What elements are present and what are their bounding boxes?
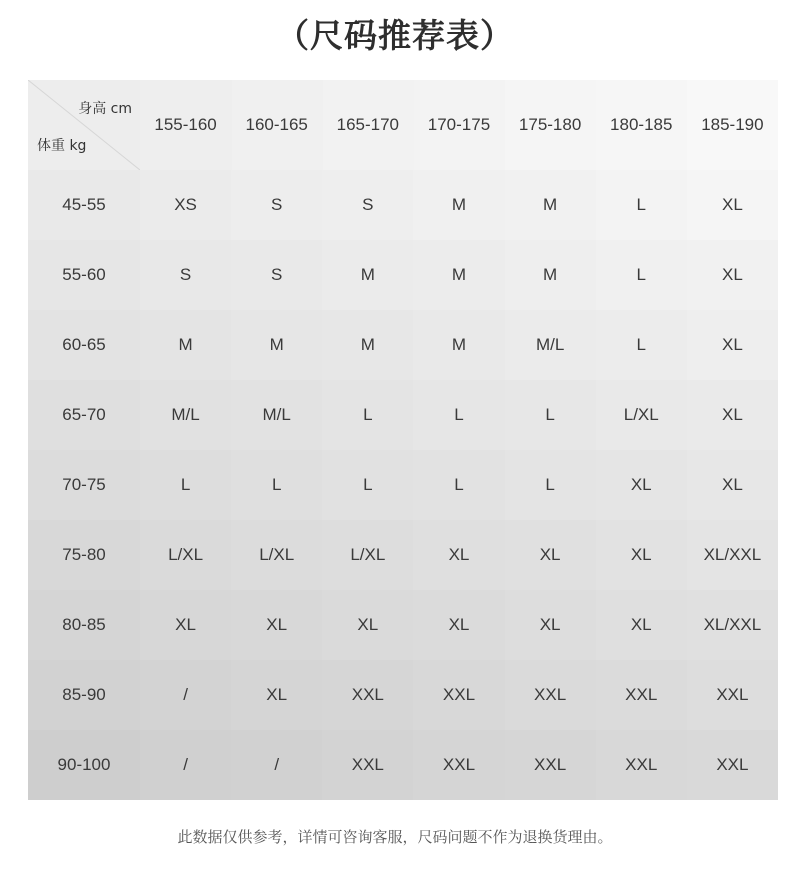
size-cell: L/XL [259, 545, 295, 564]
weight-range-label: 45-55 [62, 195, 106, 214]
height-range-header: 185-190 [701, 115, 764, 134]
size-cell: XL [539, 615, 561, 634]
size-cell: XXL [534, 755, 567, 774]
table-row [28, 730, 768, 800]
size-cell: M/L [171, 405, 200, 424]
height-range-header: 175-180 [518, 115, 582, 134]
size-cell: XS [174, 195, 197, 214]
disclaimer-note: 此数据仅供参考，详情可咨询客服，尺码问题不作为退换货理由。 [177, 828, 613, 846]
size-cell: M [543, 195, 558, 214]
size-cell: M/L [262, 405, 291, 424]
size-cell: L [545, 475, 555, 494]
size-cell: L [636, 265, 646, 284]
weight-range-label: 75-80 [62, 545, 106, 564]
size-cell: XL [630, 475, 652, 494]
table-row [28, 170, 768, 240]
size-cell: XL [357, 615, 379, 634]
size-cell: L [545, 405, 555, 424]
height-range-header: 170-175 [427, 115, 491, 134]
size-cell: S [271, 265, 283, 284]
height-range-header: 155-160 [154, 115, 217, 134]
size-cell: XL [448, 545, 470, 564]
size-cell: S [179, 265, 192, 284]
weight-range-label: 55-60 [62, 265, 106, 284]
size-cell: XXL [351, 685, 384, 704]
size-cell: XL [266, 615, 288, 634]
corner-cell [28, 80, 140, 170]
size-cell: M [360, 265, 375, 284]
table-row [28, 380, 768, 450]
weight-range-label: 65-70 [62, 405, 106, 424]
size-cell: XXL [442, 685, 476, 704]
size-cell: L [271, 475, 282, 494]
table-header-row [28, 80, 768, 170]
size-cell: M [178, 335, 193, 354]
size-cell: XL [266, 685, 288, 704]
size-cell: L/XL [623, 405, 659, 424]
size-cell: / [274, 755, 280, 774]
height-range-header: 165-170 [336, 115, 400, 134]
size-cell: XL [539, 545, 561, 564]
weight-axis-label: 体重 kg [37, 138, 87, 154]
height-range-header: 160-165 [245, 115, 308, 134]
size-cell: XXL [625, 755, 658, 774]
size-cell: XL [721, 335, 743, 354]
size-cell: XXL [351, 755, 384, 774]
size-cell: M/L [535, 335, 565, 354]
size-cell: M [543, 265, 558, 284]
table-row [28, 310, 768, 380]
weight-range-label: 70-75 [62, 475, 106, 494]
size-cell: L [636, 195, 646, 214]
size-cell: M [451, 265, 467, 284]
height-range-header: 180-185 [610, 115, 673, 134]
size-cell: XXL [625, 685, 658, 704]
size-cell: XL [630, 545, 652, 564]
size-cell: XL [721, 405, 743, 424]
size-cell: XL [721, 265, 743, 284]
size-cell: M [269, 335, 284, 354]
size-cell: L/XL [168, 545, 204, 564]
size-cell: XL [630, 615, 652, 634]
size-cell: XL/XXL [703, 615, 762, 634]
height-axis-label: 身高 cm [78, 101, 132, 117]
size-cell: L [363, 475, 373, 494]
size-cell: L [180, 475, 191, 494]
diagonal-divider [28, 80, 140, 170]
size-cell: XL [448, 615, 470, 634]
size-cell: L [454, 405, 464, 424]
table-row [28, 590, 768, 660]
size-cell: XL [175, 615, 196, 634]
size-cell: XXL [716, 685, 749, 704]
size-cell: M [360, 335, 375, 354]
size-cell: M [451, 335, 467, 354]
size-cell: L [363, 405, 373, 424]
size-cell: XXL [442, 755, 476, 774]
table-row [28, 450, 768, 520]
weight-range-label: 60-65 [62, 335, 106, 354]
weight-range-label: 90-100 [57, 755, 111, 774]
size-chart-table [28, 80, 768, 800]
size-cell: L [636, 335, 646, 354]
size-cell: L [454, 475, 464, 494]
size-cell: / [183, 685, 188, 704]
size-cell: S [271, 195, 283, 214]
size-cell: / [183, 755, 188, 774]
size-cell: XL [721, 475, 743, 494]
table-row [28, 240, 768, 310]
size-cell: M [451, 195, 467, 214]
size-cell: XXL [534, 685, 567, 704]
page-title: （尺码推荐表） [276, 16, 514, 55]
weight-range-label: 80-85 [62, 615, 106, 634]
size-cell: XL [721, 195, 743, 214]
table-row [28, 520, 768, 590]
size-cell: XL/XXL [703, 545, 762, 564]
size-cell: S [362, 195, 374, 214]
table-row [28, 660, 768, 730]
size-cell: L/XL [350, 545, 386, 564]
weight-range-label: 85-90 [62, 685, 106, 704]
size-cell: XXL [716, 755, 749, 774]
